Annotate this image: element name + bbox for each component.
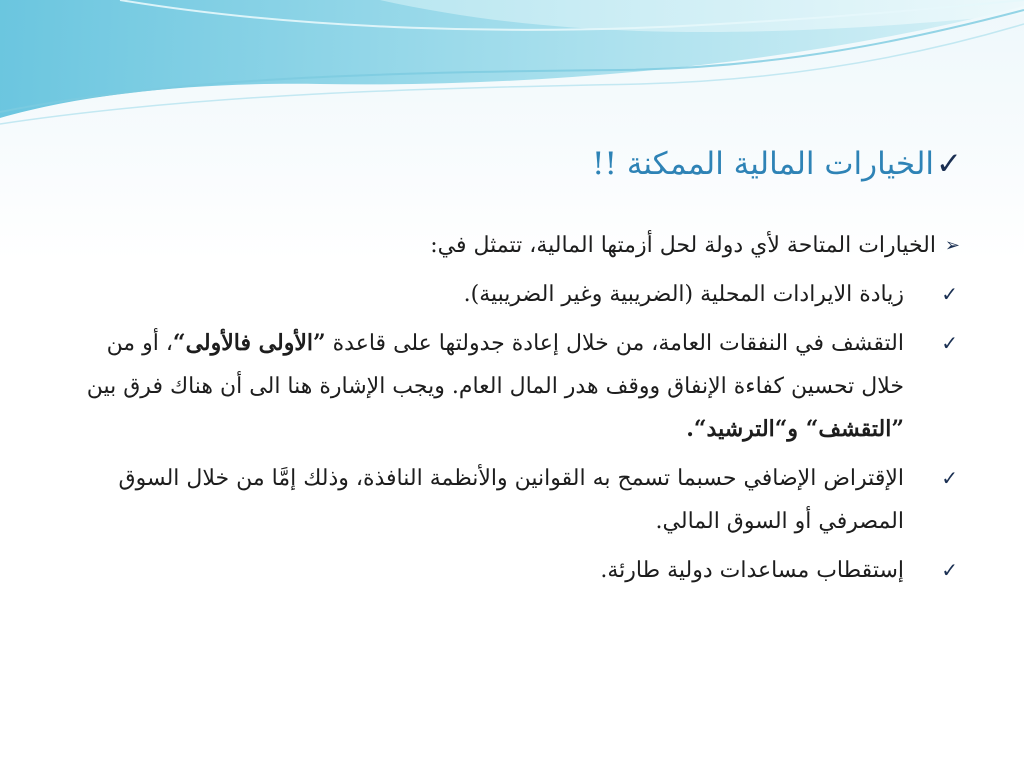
checkmark-icon: ✓	[941, 466, 958, 490]
checkmark-icon: ✓	[941, 331, 958, 355]
slide-content	[68, 224, 958, 598]
slide-title	[82, 142, 962, 186]
checkmark-icon: ✓	[941, 558, 958, 582]
list-item	[68, 322, 958, 451]
list-item	[68, 273, 958, 316]
checkmark-icon: ✓	[941, 282, 958, 306]
intro-line	[68, 224, 958, 267]
point-bold-phrase: ”الأولى فالأولى“	[172, 330, 326, 356]
point-text: الإقتراض الإضافي حسبما تسمح به القوانين والأنظمة النافذة، وذلك إمَّا من خلال السوق المصرفي أو السوق المالي.	[118, 466, 904, 534]
point-bold-phrase: ”التقشف“ و“الترشيد“.	[686, 416, 904, 442]
arrow-bullet-icon: ➢	[944, 235, 960, 256]
point-text: ، أو من خلال تحسين كفاءة الإنفاق ووقف هدر المال العام. ويجب الإشارة هنا الى أن هناك فرق بين	[86, 331, 904, 399]
point-text: إستقطاب مساعدات دولية طارئة.	[600, 558, 904, 583]
bullet-list	[68, 273, 958, 592]
header-wave-decoration	[0, 0, 1024, 150]
list-item	[68, 549, 958, 592]
point-text: زيادة الايرادات المحلية (الضريبية وغير الضريبية).	[463, 282, 904, 307]
intro-text: الخيارات المتاحة لأي دولة لحل أزمتها المالية، تتمثل في:	[430, 233, 936, 258]
title-text: الخيارات المالية الممكنة !!	[592, 146, 935, 182]
point-text: التقشف في النفقات العامة، من خلال إعادة جدولتها على قاعدة	[325, 331, 904, 356]
list-item	[68, 457, 958, 543]
checkmark-icon: ✓	[936, 146, 962, 182]
